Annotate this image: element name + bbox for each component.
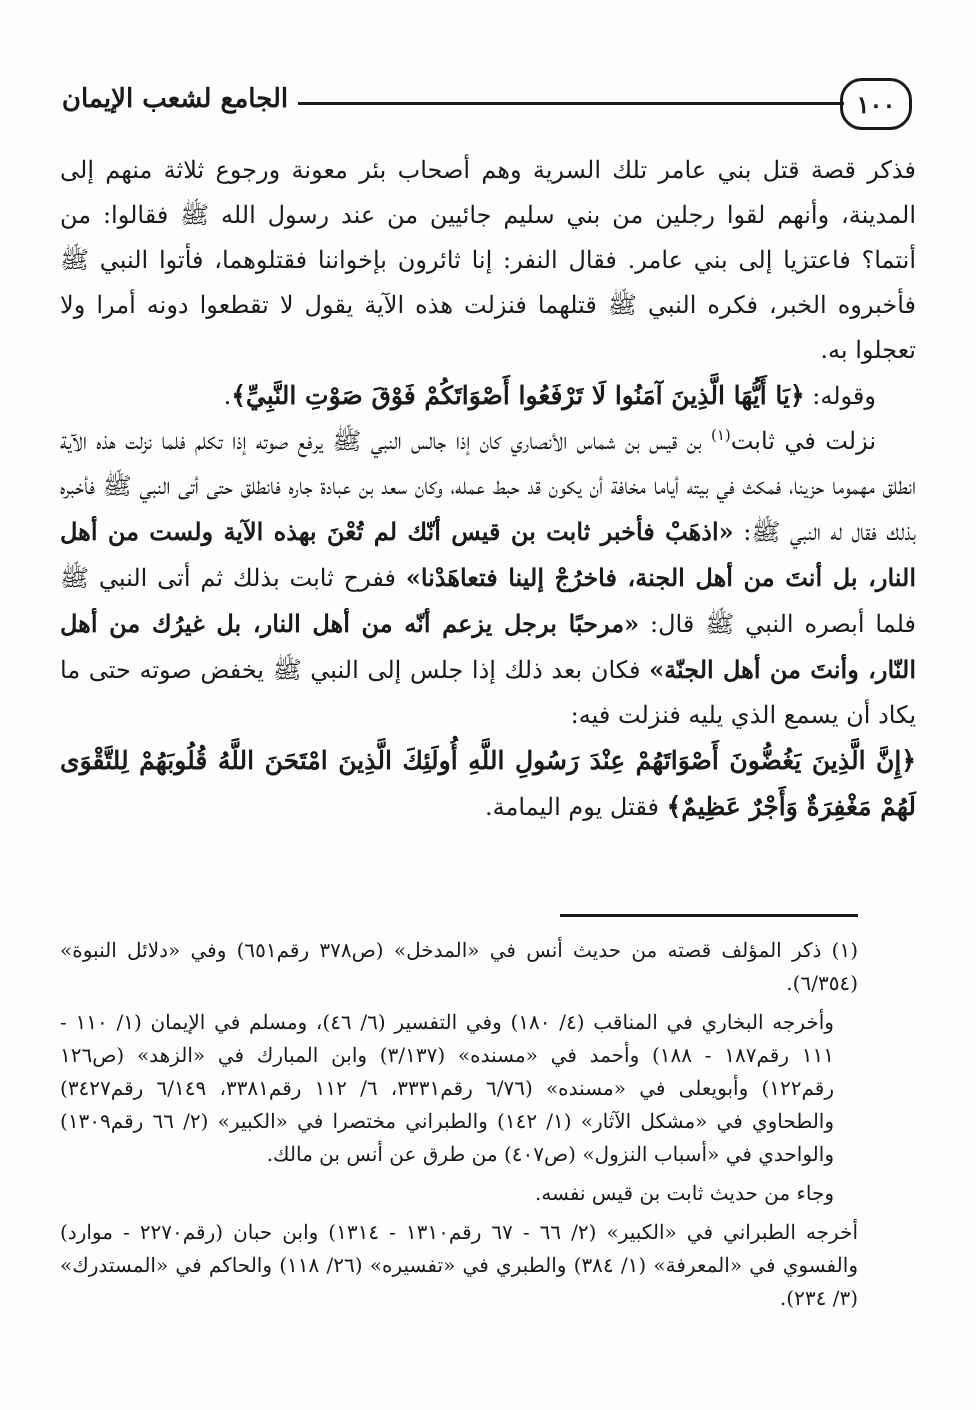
- footnotes: [60, 934, 858, 1321]
- header-rule: [298, 102, 844, 105]
- footnote-1-sources: وأخرجه البخاري في المناقب (٤/ ١٨٠) وفي التفسير (٦/ ٤٦)، ومسلم في الإيمان (١/ ١١٠ - ١١١ رقم١٨٧ - ١٨٨) وأحمد في «مسنده» (٣/١٣٧) وابن المبارك في «الزهد» (ص١٢٦ رقم١٢٢) وأبويعلى في «مسنده» (٦/٧٦ رقم٣٣٣١، ٦/ ١١٢ رقم٣٣٨١، ٦/١٤٩ رقم٣٤٢٧) والطحاوي في «مشكل الآثار» (١/ ١٤٢) والطبراني مختصرا في «الكبير» (٢/ ٦٦ رقم١٣٠٩) والواحدي في «أسباب النزول» (ص٤٠٧) من طرق عن أنس بن مالك.: [60, 1010, 835, 1166]
- paragraph-3-b: ففرح ثابت بذلك ثم أتى النبي ﷺ فلما أبصره النبي ﷺ قال:: [60, 564, 917, 638]
- footnote-marker: (١): [710, 426, 731, 444]
- paragraph-3-c: فكان بعد ذلك إذا جلس إلى النبي ﷺ يخفض صوته حتى ما يكاد أن يسمع الذي يليه فنزلت فيه:: [60, 656, 916, 729]
- paragraph-3-a: بن قيس بن شماس الأنصاري كان إذا جالس النبي ﷺ يرفع صوته إذا تكلم فلما نزلت هذه الآية انطلق مهموما حزينا، فمكث في بيته أياما مخافة أن يكون قد حبط عمله، وكان سعد بن عبادة جاره فانطلق حتى أتى النبي ﷺ فأخبره بذلك فقال له النبي ﷺ:: [60, 427, 917, 546]
- running-title: الجامع لشعب الإيمان: [61, 84, 289, 114]
- paragraph-4: [60, 738, 916, 830]
- hadith-quote-1: «اذهَبْ فأخبر ثابت بن قيس أنّك لم تُعْنَ بهذه الآية ولست من أهل النار، بل أنتَ من أهل الجنة، فاخرُجْ إلينا فتعاهَدْنا»: [60, 517, 916, 592]
- page-header: [60, 78, 916, 130]
- paragraph-4-end: فقتل يوم اليمامة.: [484, 793, 667, 821]
- paragraph-3-start: نزلت في ثابت: [730, 427, 876, 455]
- paragraph-1: فذكر قصة قتل بني عامر تلك السرية وهم أصحاب بئر معونة ورجوع ثلاثة منهم إلى المدينة، وأنهم لقوا رجلين من بني سليم جائيين من عند رسول الله ﷺ فقالوا: من أنتما؟ فاعتزيا إلى بني عامر. فقال النفر: إنا ثائرون بإخواننا فقتلوهما، فأتوا النبي ﷺ فأخبروه الخبر، فكره النبي ﷺ قتلهما فنزلت هذه الآية يقول لا تقطعوا دونه أمرا ولا تعجلوا به.: [60, 156, 916, 364]
- page-number: ١٠٠: [840, 78, 912, 130]
- main-text: [60, 148, 916, 830]
- footnote-1-note: وجاء من حديث ثابت بن قيس نفسه.: [534, 1181, 834, 1205]
- paragraph-2-lead: وقوله:: [804, 382, 876, 410]
- paragraph-2: [60, 373, 916, 419]
- quran-verse-1: ﴿يَا أَيُّهَا الَّذِينَ آمَنُوا لَا تَرْفَعُوا أَصْوَاتَكُمْ فَوْقَ صَوْتِ النَّبِيِّ﴾: [231, 381, 805, 410]
- footnote-1: (١) ذكر المؤلف قصته من حديث أنس في «المدخل» (ص٣٧٨ رقم٦٥١) وفي «دلائل النبوة» (٦/٣٥٤).: [60, 938, 858, 995]
- footnote-separator: [560, 914, 858, 917]
- paragraph-3: [60, 419, 916, 738]
- quran-verse-2: ﴿إِنَّ الَّذِينَ يَغُضُّونَ أَصْوَاتَهُمْ عِنْدَ رَسُولِ اللَّهِ أُولَئِكَ الَّذِينَ امْتَحَنَ اللَّهُ قُلُوبَهُمْ لِلتَّقْوَى لَهُمْ مَغْفِرَةٌ وَأَجْرٌ عَظِيمٌ﴾: [60, 746, 916, 821]
- paragraph-2-end: .: [223, 382, 232, 410]
- footnote-1-sources-2: أخرجه الطبراني في «الكبير» (٢/ ٦٦ - ٦٧ رقم١٣١٠ - ١٣١٤) وابن حبان (رقم٢٢٧٠ - موارد) والفسوي في «المعرفة» (١/ ٣٨٤) والطبري في «تفسيره» (٢٦/ ١١٨) والحاكم في «المستدرك» (٣/ ٢٣٤).: [60, 1220, 858, 1310]
- hadith-quote-2: «مرحبًا برجل يزعم أنّه من أهل النار، بل غيرُك من أهل النّار، وأنتَ من أهل الجنّة»: [60, 609, 916, 684]
